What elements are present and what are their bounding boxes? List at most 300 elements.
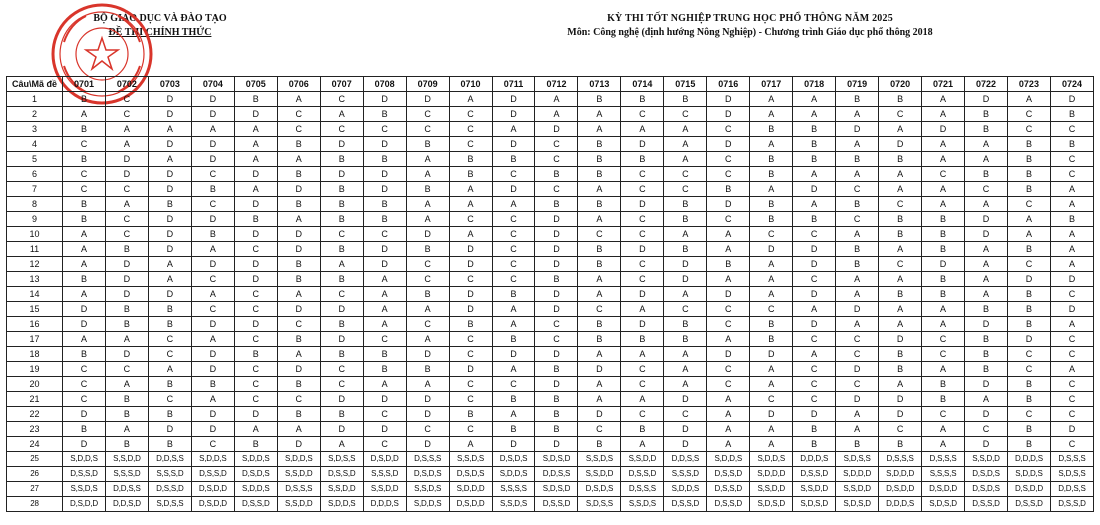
answer-cell: B [406,287,449,302]
answer-cell: S,S,D,S [578,452,621,467]
answer-cell: A [191,392,234,407]
answer-cell: C [363,437,406,452]
answer-cell: D [105,287,148,302]
exam-code-header: 0707 [320,77,363,92]
answer-cell: A [664,152,707,167]
answer-cell: A [836,167,879,182]
answer-cell: S,S,S,D [105,467,148,482]
answer-cell: A [664,227,707,242]
answer-cell: B [320,197,363,212]
answer-cell: B [965,347,1008,362]
answer-cell: B [63,212,106,227]
answer-cell: D [105,167,148,182]
answer-cell: D [363,257,406,272]
answer-cell: B [535,362,578,377]
answer-cell: B [664,92,707,107]
answer-cell: A [449,437,492,452]
answer-cell: A [707,332,750,347]
answer-cell: S,D,D,S [234,452,277,467]
answer-cell: D [234,272,277,287]
answer-cell: B [535,167,578,182]
answer-cell: A [191,122,234,137]
answer-cell: C [1007,122,1050,137]
answer-cell: A [363,272,406,287]
answer-cell: B [750,167,793,182]
table-row [7,347,1094,362]
answer-cell: B [492,287,535,302]
question-number: 9 [7,212,63,227]
answer-cell: A [191,287,234,302]
answer-cell: B [578,257,621,272]
answer-cell: C [449,122,492,137]
answer-cell: B [191,377,234,392]
table-row [7,242,1094,257]
answer-cell: D [63,437,106,452]
answer-cell: S,D,D,S [234,482,277,497]
answer-cell: A [965,392,1008,407]
answer-cell: B [1007,167,1050,182]
answer-cell: D,S,S,D [707,482,750,497]
question-number: 3 [7,122,63,137]
answer-cell: A [664,377,707,392]
answer-cell: C [191,302,234,317]
answer-cell: D [1007,332,1050,347]
answer-cell: C [922,407,965,422]
table-row [7,437,1094,452]
answer-cell: C [105,362,148,377]
answer-cell: D [363,182,406,197]
answer-cell: D,S,D,D [63,497,106,512]
answer-cell: C [1050,167,1093,182]
answer-cell: C [578,422,621,437]
answer-cell: S,D,S,D [793,497,836,512]
table-row [7,122,1094,137]
answer-cell: B [750,212,793,227]
answer-cell: D [707,107,750,122]
answer-cell: S,D,D,S [664,482,707,497]
answer-cell: C [191,197,234,212]
answer-cell: C [621,167,664,182]
answer-cell: D [234,107,277,122]
answer-cell: A [750,422,793,437]
answer-cell: D [234,227,277,242]
answer-cell: A [922,437,965,452]
answer-cell: B [277,137,320,152]
answer-cell: D [793,257,836,272]
answer-cell: A [1007,92,1050,107]
answer-cell: A [922,107,965,122]
table-row [7,332,1094,347]
table-row [7,92,1094,107]
answer-cell: B [879,437,922,452]
answer-cell: C [664,182,707,197]
answer-cell: D [578,362,621,377]
answer-cell: D [621,287,664,302]
answer-cell: D [836,392,879,407]
answer-cell: D [879,392,922,407]
answer-cell: B [922,392,965,407]
answer-cell: C [363,227,406,242]
answer-cell: D [363,137,406,152]
answer-cell: D [148,182,191,197]
answer-cell: D [965,212,1008,227]
answer-cell: S,S,D,D [750,482,793,497]
answer-cell: D [965,437,1008,452]
answer-cell: D [793,242,836,257]
answer-cell: C [492,242,535,257]
answer-cell: B [879,152,922,167]
answer-cell: B [1007,137,1050,152]
table-row [7,287,1094,302]
answer-cell: A [148,362,191,377]
answer-cell: C [1050,377,1093,392]
answer-cell: D [191,422,234,437]
answer-cell: S,S,D,S [63,482,106,497]
answer-cell: D [234,167,277,182]
answer-cell: A [750,107,793,122]
answer-cell: C [707,152,750,167]
answer-cell: C [320,227,363,242]
answer-cell: A [578,377,621,392]
answer-cell: S,D,S,D [750,497,793,512]
answer-cell: D [793,287,836,302]
answer-cell: D [535,347,578,362]
answer-cell: B [793,437,836,452]
answer-cell: S,D,D,S [277,452,320,467]
answer-cell: B [191,182,234,197]
answer-cell: A [922,362,965,377]
answer-cell: A [320,107,363,122]
answer-cell: C [406,272,449,287]
answer-cell: A [535,92,578,107]
answer-cell: B [664,212,707,227]
answer-cell: S,S,S,S [922,467,965,482]
answer-cell: A [578,182,621,197]
answer-cell: A [922,152,965,167]
answer-cell: S,S,D,S [406,482,449,497]
exam-code-header: 0701 [63,77,106,92]
answer-cell: B [63,422,106,437]
answer-cell: D,S,D,S [965,482,1008,497]
exam-code-header: 0723 [1007,77,1050,92]
answer-cell: B [707,182,750,197]
answer-cell: A [793,197,836,212]
answer-cell: B [492,152,535,167]
answer-cell: D [277,227,320,242]
answer-cell: B [836,242,879,257]
exam-code-header: 0722 [965,77,1008,92]
answer-cell: B [277,167,320,182]
answer-cell: A [664,122,707,137]
answer-cell: B [277,197,320,212]
answer-cell: D,D,S,D [105,497,148,512]
answer-cell: B [793,422,836,437]
answer-cell: B [492,392,535,407]
question-number: 22 [7,407,63,422]
exam-code-header: 0709 [406,77,449,92]
answer-cell: D [191,152,234,167]
answer-cell: B [578,317,621,332]
answer-cell: A [148,152,191,167]
answer-cell: A [836,107,879,122]
answer-cell: A [191,242,234,257]
answer-cell: B [750,317,793,332]
answer-cell: A [793,92,836,107]
question-number: 25 [7,452,63,467]
answer-cell: A [965,242,1008,257]
answer-cell: D [234,317,277,332]
answer-cell: S,S,D,D [320,482,363,497]
answer-cell: A [750,362,793,377]
answer-cell: B [1007,182,1050,197]
answer-cell: A [492,362,535,377]
answer-cell: B [578,92,621,107]
answer-cell: A [621,122,664,137]
answer-cell: D,S,D,D [191,497,234,512]
answer-cell: D [449,287,492,302]
answer-cell: A [320,257,363,272]
answer-cell: D,S,S,S [1050,452,1093,467]
answer-cell: D,S,D,D [449,497,492,512]
answer-cell: D,D,S,S [105,482,148,497]
answer-cell: B [320,407,363,422]
table-row [7,227,1094,242]
answer-cell: A [707,392,750,407]
answer-cell: C [621,182,664,197]
table-row [7,482,1094,497]
answer-cell: D [965,407,1008,422]
answer-cell: A [879,242,922,257]
answer-cell: D [750,347,793,362]
issuer-name: BỘ GIÁO DỤC VÀ ĐÀO TẠO [93,13,227,24]
answer-cell: C [148,347,191,362]
answer-cell: S,S,S,D [664,467,707,482]
question-number: 23 [7,422,63,437]
answer-cell: D [965,227,1008,242]
question-number: 24 [7,437,63,452]
answer-cell: A [449,92,492,107]
exam-code-header: 0724 [1050,77,1093,92]
answer-cell: D [449,362,492,377]
answer-cell: C [449,347,492,362]
answer-cell: D [277,182,320,197]
question-number: 17 [7,332,63,347]
answer-cell: A [406,212,449,227]
answer-cell: A [1007,227,1050,242]
answer-cell: B [1007,302,1050,317]
answer-cell: C [621,227,664,242]
answer-cell: C [320,362,363,377]
answer-cell: A [234,137,277,152]
answer-cell: A [578,107,621,122]
answer-cell: A [492,317,535,332]
answer-cell: A [965,152,1008,167]
answer-cell: A [707,422,750,437]
question-number: 27 [7,482,63,497]
answer-cell: A [535,107,578,122]
answer-cell: B [105,242,148,257]
answer-cell: C [148,332,191,347]
answer-cell: D [363,167,406,182]
answer-cell: C [750,227,793,242]
answer-cell: B [63,347,106,362]
answer-cell: B [578,152,621,167]
answer-cell: C [922,167,965,182]
exam-header [430,12,1070,40]
answer-cell: B [879,227,922,242]
table-row [7,422,1094,437]
answer-cell: C [1007,407,1050,422]
answer-cell: D [965,92,1008,107]
answer-cell: B [148,377,191,392]
answer-cell: A [63,257,106,272]
answer-cell: D [922,122,965,137]
answer-cell: B [836,437,879,452]
answer-cell: C [105,212,148,227]
answer-cell: C [1050,407,1093,422]
answer-cell: B [363,107,406,122]
answer-cell: B [750,197,793,212]
answer-cell: B [105,392,148,407]
question-number: 1 [7,92,63,107]
answer-cell: A [363,302,406,317]
answer-cell: A [750,257,793,272]
answer-cell: D [449,242,492,257]
answer-cell: D [105,152,148,167]
answer-cell: A [492,302,535,317]
answer-cell: S,S,D,D [578,467,621,482]
answer-cell: B [578,332,621,347]
answer-cell: D [191,107,234,122]
answer-cell: B [578,242,621,257]
answer-cell: D [277,362,320,377]
issuer-block [60,12,260,40]
answer-cell: D [320,302,363,317]
answer-cell: A [664,137,707,152]
answer-cell: B [836,197,879,212]
answer-cell: A [621,392,664,407]
answer-cell: A [406,302,449,317]
answer-cell: B [406,242,449,257]
answer-cell: B [320,212,363,227]
answer-cell: B [1007,287,1050,302]
answer-cell: C [965,422,1008,437]
exam-code-header: 0719 [836,77,879,92]
answer-cell: B [148,302,191,317]
exam-code-header: 0702 [105,77,148,92]
answer-cell: D [578,407,621,422]
answer-cell: D,S,S,D [148,482,191,497]
answer-cell: D [879,332,922,347]
table-row [7,302,1094,317]
answer-cell: A [750,137,793,152]
answer-cell: C [664,107,707,122]
answer-cell: B [406,137,449,152]
answer-cell: A [836,227,879,242]
answer-cell: B [965,167,1008,182]
answer-cell: A [63,242,106,257]
answer-cell: D [277,302,320,317]
answer-cell: S,S,D,D [793,482,836,497]
exam-code-header: 0716 [707,77,750,92]
answer-cell: B [922,227,965,242]
answer-cell: B [1007,392,1050,407]
answer-cell: A [277,287,320,302]
answer-cell: A [234,122,277,137]
table-row [7,452,1094,467]
answer-cell: S,D,S,S [836,452,879,467]
answer-cell: A [922,182,965,197]
answer-cell: A [879,272,922,287]
answer-cell: A [406,167,449,182]
answer-cell: B [1050,107,1093,122]
answer-key-table [6,76,1094,512]
answer-cell: D [836,302,879,317]
answer-cell: C [234,377,277,392]
exam-code-header: 0704 [191,77,234,92]
answer-cell: C [879,422,922,437]
answer-cell: A [707,407,750,422]
answer-cell: C [492,227,535,242]
exam-code-header: 0703 [148,77,191,92]
table-row [7,167,1094,182]
answer-cell: D [406,392,449,407]
question-number: 11 [7,242,63,257]
answer-cell: A [578,347,621,362]
answer-cell: B [363,152,406,167]
answer-cell: C [105,182,148,197]
answer-cell: D [879,137,922,152]
exam-code-header: 0710 [449,77,492,92]
answer-cell: B [449,167,492,182]
answer-cell: D [234,197,277,212]
answer-cell: B [105,302,148,317]
answer-cell: D [793,407,836,422]
answer-cell: C [793,272,836,287]
answer-cell: C [1050,332,1093,347]
answer-cell: C [234,332,277,347]
answer-cell: D [320,392,363,407]
answer-cell: D [664,437,707,452]
answer-cell: A [922,422,965,437]
answer-cell: D,S,S,D [234,497,277,512]
table-row [7,377,1094,392]
answer-cell: S,D,S,D [535,482,578,497]
answer-cell: C [63,362,106,377]
answer-cell: D [234,257,277,272]
answer-cell: B [234,212,277,227]
answer-cell: A [879,167,922,182]
answer-cell: D [63,407,106,422]
answer-cell: D [105,347,148,362]
answer-cell: D [535,122,578,137]
answer-cell: D [535,212,578,227]
answer-cell: B [1007,152,1050,167]
answer-cell: C [793,377,836,392]
question-number: 26 [7,467,63,482]
answer-cell: D [277,242,320,257]
answer-cell: A [879,122,922,137]
answer-cell: B [922,287,965,302]
answer-cell: D [965,377,1008,392]
answer-cell: C [664,302,707,317]
answer-cell: C [793,332,836,347]
table-header-row [7,77,1094,92]
answer-cell: A [621,347,664,362]
question-number: 12 [7,257,63,272]
table-row [7,407,1094,422]
answer-cell: A [449,227,492,242]
